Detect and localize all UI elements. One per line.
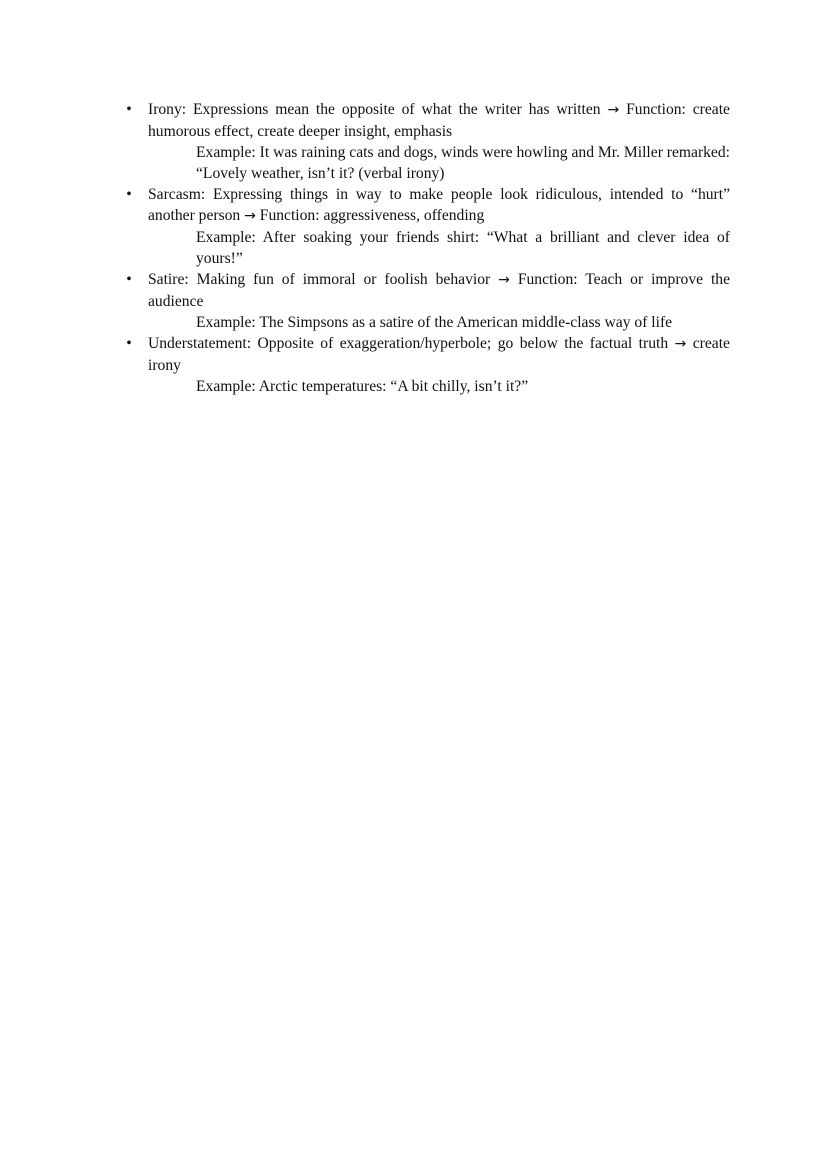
term-label: Satire: bbox=[148, 271, 189, 288]
list-item-sarcasm bbox=[126, 184, 730, 269]
definition-irony bbox=[148, 99, 730, 142]
list-item-irony bbox=[126, 99, 730, 184]
example-understatement: Example: Arctic temperatures: “A bit chilly, isn’t it?” bbox=[196, 378, 529, 395]
function-text: Function: aggressiveness, offending bbox=[259, 207, 485, 224]
arrow-right-icon: → bbox=[674, 336, 687, 352]
bullet-icon: • bbox=[126, 335, 132, 352]
term-label: Understatement: bbox=[148, 335, 252, 352]
function-text: Function: create humorous effect, create deeper insight, emphasis bbox=[148, 101, 730, 140]
definition-text: Opposite of exaggeration/hyperbole; go below the factual truth bbox=[257, 335, 669, 352]
example-sarcasm: Example: After soaking your friends shirt: “What a brilliant and clever idea of yours!” bbox=[196, 229, 730, 267]
function-text: create irony bbox=[148, 335, 730, 374]
example-satire: Example: The Simpsons as a satire of the American middle-class way of life bbox=[196, 314, 673, 331]
arrow-right-icon: → bbox=[498, 272, 510, 288]
term-label: Irony: bbox=[148, 101, 187, 118]
term-label: Sarcasm: bbox=[148, 186, 206, 203]
bullet-icon: • bbox=[126, 186, 132, 203]
list-item-understatement bbox=[126, 333, 730, 397]
arrow-right-icon: → bbox=[607, 102, 620, 118]
figure-of-speech-list bbox=[126, 99, 731, 397]
list-item-satire bbox=[126, 269, 731, 333]
bullet-icon: • bbox=[126, 101, 132, 118]
definition-text: Expressions mean the opposite of what the writer has written bbox=[193, 101, 601, 118]
function-text: Function: Teach or improve the audience bbox=[148, 271, 731, 310]
definition-text: Making fun of immoral or foolish behavior bbox=[196, 271, 491, 288]
bullet-icon: • bbox=[126, 271, 132, 288]
definition-understatement bbox=[148, 333, 730, 376]
definition-satire bbox=[148, 269, 730, 312]
example-irony: Example: It was raining cats and dogs, winds were howling and Mr. Miller remarked: “Lovely weather, isn’t it? (verbal irony) bbox=[196, 144, 730, 182]
arrow-right-icon: → bbox=[244, 208, 256, 224]
definition-sarcasm bbox=[148, 184, 730, 227]
definition-text: Expressing things in way to make people look ridiculous, intended to “hurt” another person bbox=[148, 186, 730, 224]
